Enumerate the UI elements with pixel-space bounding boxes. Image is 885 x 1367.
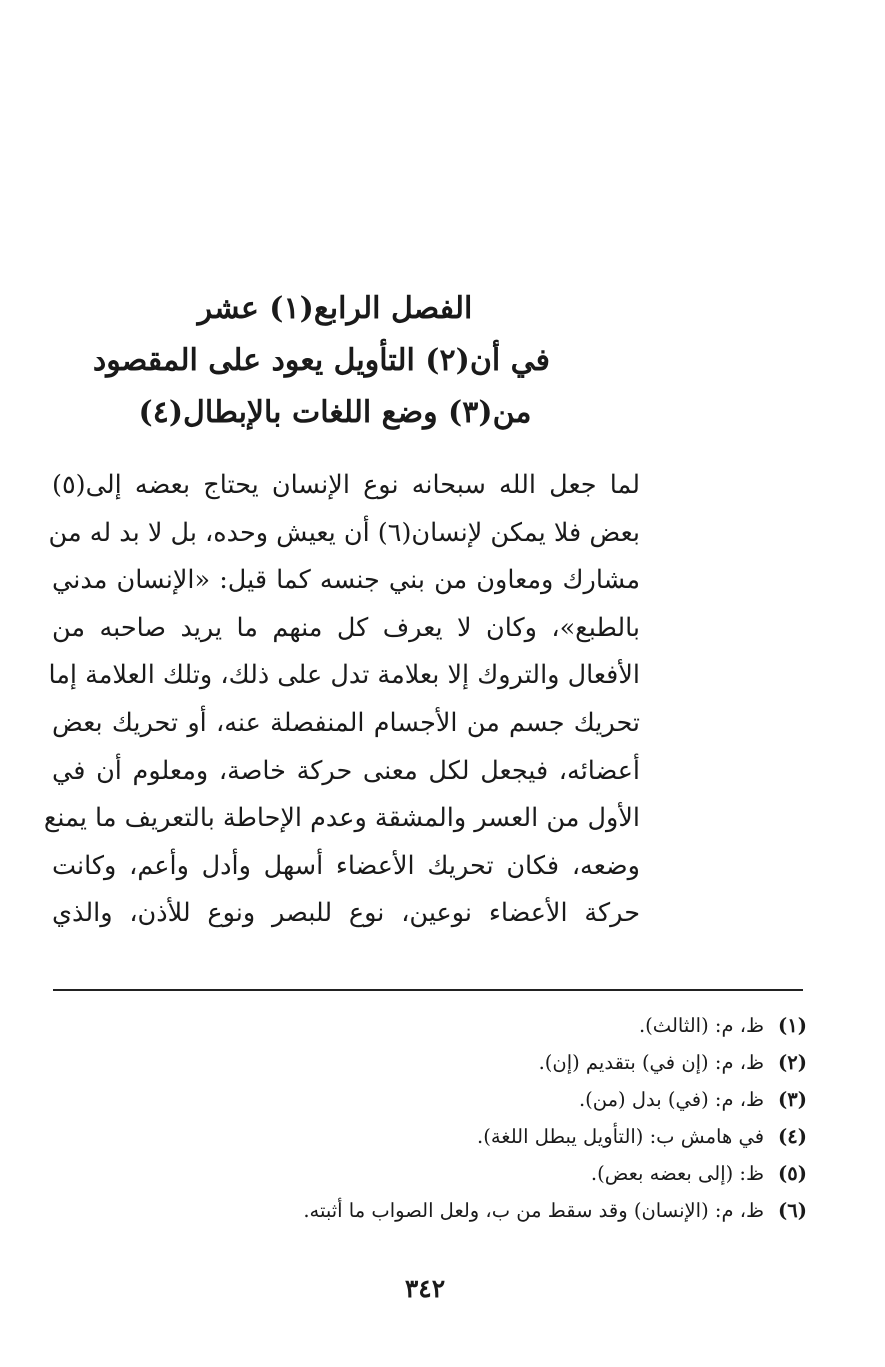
footnote-item	[107, 1192, 807, 1229]
footnote-item	[107, 1118, 807, 1155]
footnote-text: ظ، م: (في) بدل (من).	[578, 1088, 765, 1111]
body-line: بالطبع»، وكان لا يعرف كل منهم ما يريد صاحبه من	[52, 612, 640, 643]
body-line: تحريك جسم من الأجسام المنفصلة عنه، أو تحريك بعض	[52, 707, 640, 738]
footnote-item	[107, 1044, 807, 1081]
body-line: حركة الأعضاء نوعين، نوع للبصر ونوع للأذن، والذي	[52, 898, 640, 929]
footnote-item	[107, 1007, 807, 1044]
footnote-number: (٦)	[778, 1199, 807, 1222]
footnote-text: ظ، م: (إن في) بتقديم (إن).	[538, 1051, 765, 1074]
footnote-item	[107, 1155, 807, 1192]
footnote-number: (٤)	[778, 1125, 807, 1148]
body-line: الأفعال والتروك إلا بعلامة تدل على ذلك، وتلك العلامة إما	[48, 660, 640, 691]
body-line: بعض فلا يمكن لإنسان(٦) أن يعيش وحده، بل لا بد له من	[48, 517, 640, 548]
footnote-number: (٣)	[778, 1088, 807, 1111]
page-number: ٣٤٢	[404, 1274, 446, 1303]
footnote-number: (٥)	[778, 1162, 807, 1185]
footnote-item	[107, 1081, 807, 1118]
chapter-title	[92, 283, 550, 439]
footnotes	[107, 1007, 807, 1229]
footnote-text: ظ، م: (الإنسان) وقد سقط من ب، ولعل الصواب ما أثبته.	[303, 1199, 765, 1222]
body-line: الأول من العسر والمشقة وعدم الإحاطة بالتعريف ما يمنع	[43, 803, 640, 834]
body-line: وضعه، فكان تحريك الأعضاء أسهل وأدل وأعم، وكانت	[52, 850, 640, 881]
chapter-title-line-3: من(٣) وضع اللغات بالإبطال(٤)	[138, 395, 532, 430]
body-paragraph	[43, 462, 640, 938]
footnote-number: (٢)	[778, 1051, 807, 1074]
body-line: أعضائه، فيجعل لكل معنى حركة خاصة، ومعلوم أن في	[52, 755, 640, 786]
footnote-separator	[53, 989, 803, 991]
footnote-text: في هامش ب: (التأويل يبطل اللغة).	[477, 1125, 765, 1148]
chapter-title-line-1: الفصل الرابع(١) عشر	[197, 291, 473, 326]
body-line: لما جعل الله سبحانه نوع الإنسان يحتاج بعضه إلى(٥)	[52, 470, 640, 500]
footnote-number: (١)	[778, 1014, 807, 1037]
body-line: مشارك ومعاون من بني جنسه كما قيل: «الإنسان مدني	[52, 565, 640, 596]
footnote-text: ظ، م: (الثالث).	[638, 1014, 765, 1037]
footnote-text: ظ: (إلى بعضه بعض).	[590, 1162, 765, 1185]
chapter-title-line-2: في أن(٢) التأويل يعود على المقصود	[92, 343, 550, 378]
